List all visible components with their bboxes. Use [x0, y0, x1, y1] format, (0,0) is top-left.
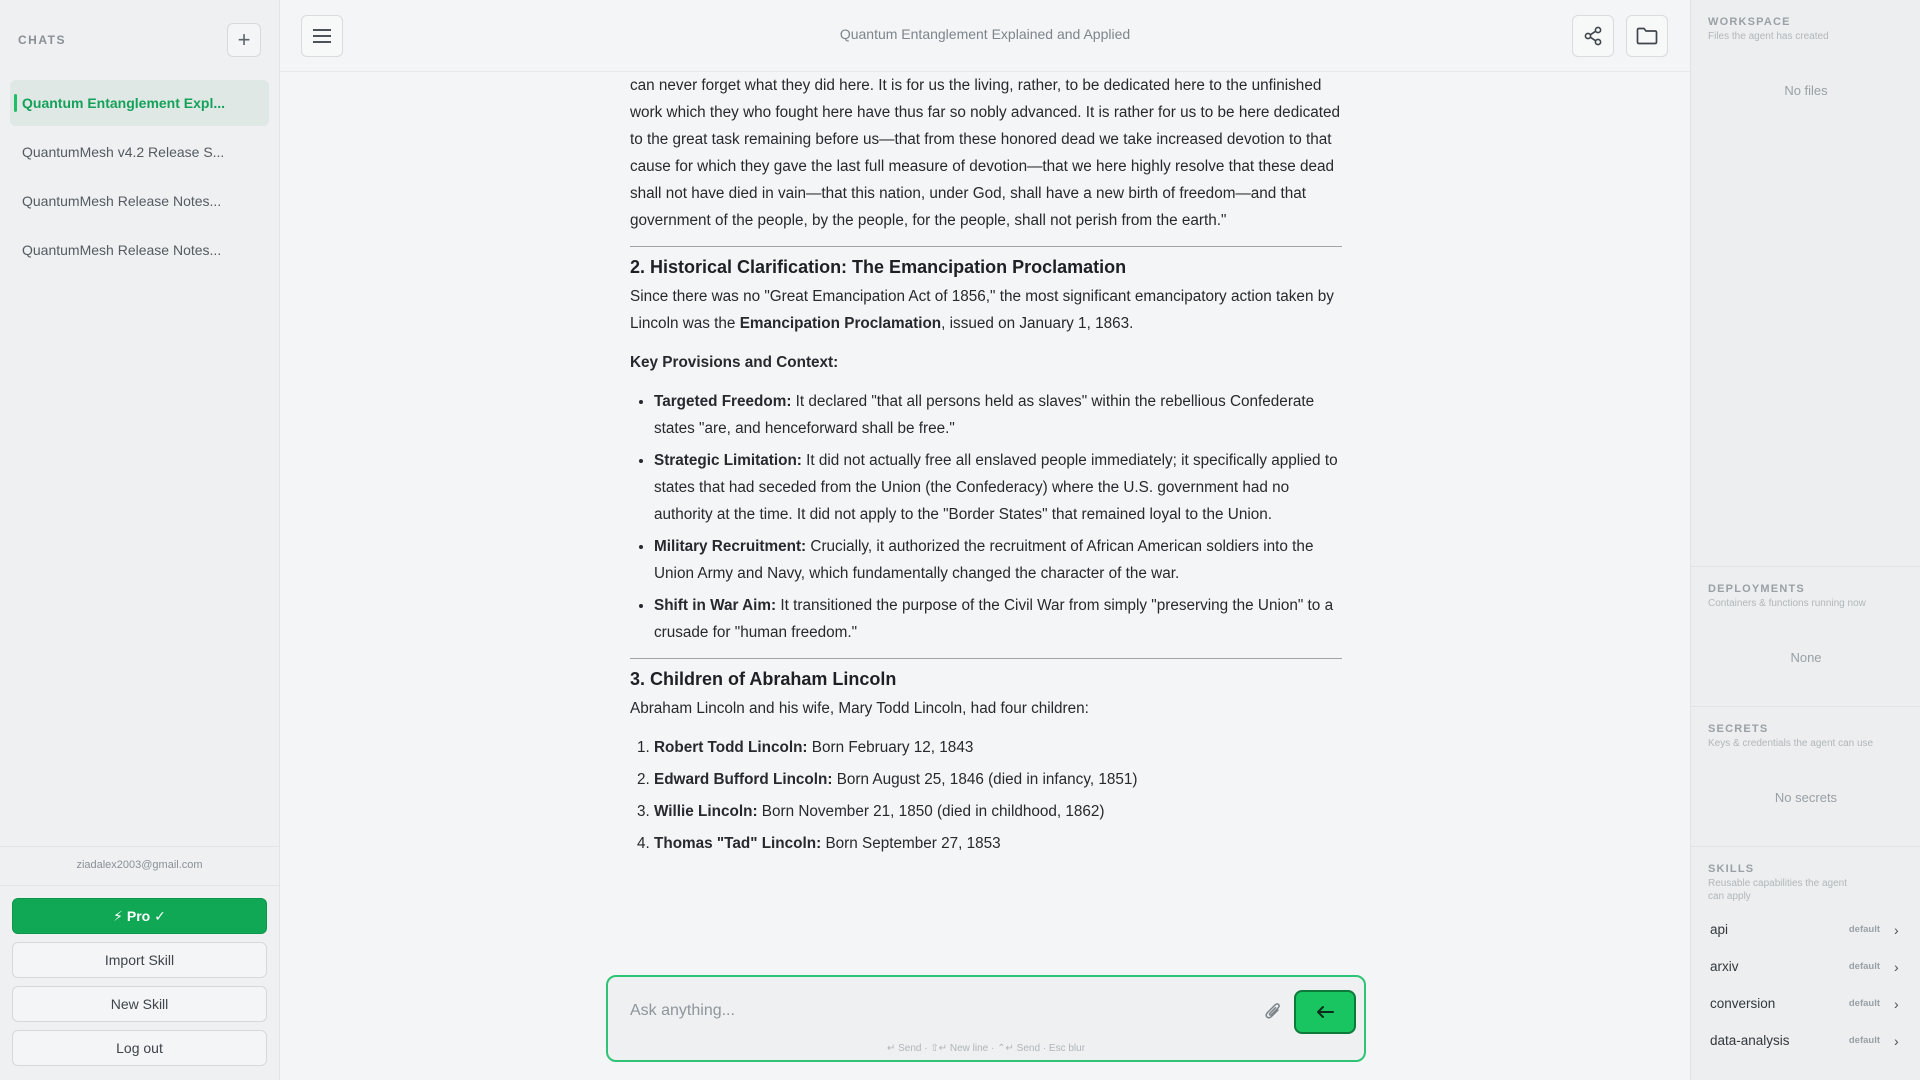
text: It did not actually free all enslaved people immediately; it specifically applied to states that had seceded from the Union (the Confederacy) where the U.S. government had no authority at the time. It did not apply to the "Border States" that remained loyal to the Union. — [654, 452, 1338, 523]
chat-list — [0, 80, 279, 273]
import-skill-button[interactable]: Import Skill — [12, 942, 267, 978]
empty-state: No secrets — [1774, 790, 1838, 805]
text: It declared "that all persons held as slaves" within the rebellious Confederate states "are, and henceforward shall be free." — [654, 393, 1315, 437]
bold-text: Shift in War Aim: — [654, 597, 777, 614]
list-item — [654, 766, 1342, 793]
bold-text: Emancipation Proclamation — [739, 315, 942, 332]
chats-label: CHATS — [18, 33, 66, 47]
chat-item[interactable]: QuantumMesh Release Notes... — [22, 193, 222, 209]
section-subtitle: Containers & functions running now — [1708, 598, 1866, 609]
secrets-section — [1691, 707, 1920, 847]
text: Born November 21, 1850 (died in childhood, 1862) — [757, 803, 1105, 820]
bold-text: Military Recruitment: — [654, 538, 807, 555]
folder-icon — [1636, 27, 1658, 45]
chevron-right-icon: › — [1894, 958, 1899, 975]
user-email: ziadalex2003@gmail.com — [76, 859, 203, 871]
text: Since there was no "Great Emancipation Act of 1856," the most significant emancipatory action taken by Lincoln was the — [630, 288, 1334, 332]
skill-tag: default — [1848, 1035, 1880, 1046]
section-heading: 3. Children of Abraham Lincoln — [630, 669, 897, 689]
attach-button[interactable] — [1264, 1001, 1282, 1026]
text: Crucially, it authorized the recruitment of African American soldiers into the Union Army and Navy, which fundamentally changed the character of the war. — [654, 538, 1314, 582]
agent-panel — [1690, 0, 1920, 1080]
skills-section — [1691, 847, 1920, 1059]
chat-item[interactable]: QuantumMesh Release Notes... — [22, 242, 222, 258]
bold-text: Targeted Freedom: — [654, 393, 792, 410]
quote-paragraph: can never forget what they did here. It is for us the living, rather, to be dedicated here to the unfinished work which they who fought here have thus far so nobly advanced. It is rather for us to be here dedicated to the great task remaining before us—that from these honored dead we take increased devotion to that cause for which they gave the last full measure of devotion—that we here highly resolve that these dead shall not have died in vain—that this nation, under God, shall have a new birth of freedom—and that government of the people, by the people, for the people, shall not perish from the earth." — [630, 77, 1341, 229]
subheading: Key Provisions and Context: — [630, 354, 839, 371]
bold-text: Willie Lincoln: — [654, 803, 758, 820]
list-item — [654, 798, 1342, 825]
top-bar — [280, 0, 1690, 72]
list-item — [654, 388, 1342, 442]
text: It transitioned the purpose of the Civil War from simply "preserving the Union" to a crusade for "human freedom." — [654, 597, 1334, 641]
divider — [630, 246, 1342, 247]
section-title: SKILLS — [1708, 863, 1755, 875]
list-item — [654, 592, 1342, 646]
chat-sidebar — [0, 0, 280, 1080]
sidebar-footer — [0, 846, 279, 1080]
chevron-right-icon: › — [1894, 921, 1899, 938]
numbered-list — [654, 734, 1342, 857]
skill-tag: default — [1848, 998, 1880, 1009]
message-composer — [606, 975, 1366, 1062]
folder-button[interactable] — [1626, 15, 1668, 57]
skill-name: api — [1710, 922, 1729, 937]
send-button[interactable] — [1294, 990, 1356, 1034]
section-title: WORKSPACE — [1708, 16, 1791, 28]
workspace-section — [1691, 0, 1920, 567]
skill-name: arxiv — [1710, 959, 1739, 974]
empty-state: None — [1790, 650, 1822, 665]
bullet-list — [654, 388, 1342, 646]
list-item — [654, 447, 1342, 528]
skill-tag: default — [1848, 961, 1880, 972]
list-item — [654, 533, 1342, 587]
section-heading: 2. Historical Clarification: The Emancipation Proclamation — [630, 257, 1127, 277]
new-chat-button[interactable]: + — [227, 23, 261, 57]
paragraph — [630, 283, 1342, 337]
share-button[interactable] — [1572, 15, 1614, 57]
section-title: DEPLOYMENTS — [1708, 583, 1805, 595]
section-subtitle: Reusable capabilities the agent can apply — [1708, 878, 1847, 902]
skill-item[interactable] — [1708, 948, 1904, 985]
skill-item[interactable] — [1708, 911, 1904, 948]
share-icon — [1583, 26, 1603, 46]
section-subtitle: Files the agent has created — [1708, 31, 1829, 42]
skill-tag: default — [1848, 924, 1880, 935]
chat-item-active[interactable]: Quantum Entanglement Expl... — [10, 80, 269, 126]
bold-text: Robert Todd Lincoln: — [654, 739, 808, 756]
skills-list — [1708, 911, 1904, 1059]
empty-state: No files — [1784, 83, 1828, 98]
keyboard-hint: ↵ Send · ⇧↵ New line · ⌃↵ Send · Esc blur — [886, 1043, 1086, 1054]
paragraph: Abraham Lincoln and his wife, Mary Todd Lincoln, had four children: — [630, 700, 1089, 717]
message-input[interactable] — [630, 999, 1190, 1023]
list-item — [654, 734, 1342, 761]
arrow-left-icon — [1316, 1005, 1334, 1019]
chat-item[interactable]: QuantumMesh v4.2 Release S... — [22, 144, 225, 160]
bold-text: Edward Bufford Lincoln: — [654, 771, 833, 788]
pro-button[interactable]: ⚡ Pro ✓ — [12, 898, 267, 934]
skill-name: conversion — [1710, 996, 1776, 1011]
text: Born August 25, 1846 (died in infancy, 1851) — [832, 771, 1138, 788]
chevron-right-icon: › — [1894, 995, 1899, 1012]
divider — [630, 658, 1342, 659]
assistant-message — [630, 72, 1342, 862]
skill-name: data-analysis — [1710, 1033, 1790, 1048]
bold-text: Strategic Limitation: — [654, 452, 802, 469]
skill-item[interactable] — [1708, 985, 1904, 1022]
section-title: SECRETS — [1708, 723, 1769, 735]
sidebar-header — [0, 0, 279, 80]
list-item — [654, 830, 1342, 857]
bold-text: Thomas "Tad" Lincoln: — [654, 835, 822, 852]
text: Born February 12, 1843 — [807, 739, 974, 756]
section-subtitle: Keys & credentials the agent can use — [1708, 738, 1874, 749]
text: Born September 27, 1853 — [821, 835, 1001, 852]
chat-title: Quantum Entanglement Explained and Applied — [839, 26, 1131, 42]
logout-button[interactable]: Log out — [12, 1030, 267, 1066]
text: , issued on January 1, 1863. — [941, 315, 1134, 332]
chevron-right-icon: › — [1894, 1032, 1899, 1049]
paperclip-icon — [1264, 1001, 1282, 1021]
deployments-section — [1691, 567, 1920, 707]
divider — [0, 885, 279, 886]
new-skill-button[interactable]: New Skill — [12, 986, 267, 1022]
skill-item[interactable] — [1708, 1022, 1904, 1059]
